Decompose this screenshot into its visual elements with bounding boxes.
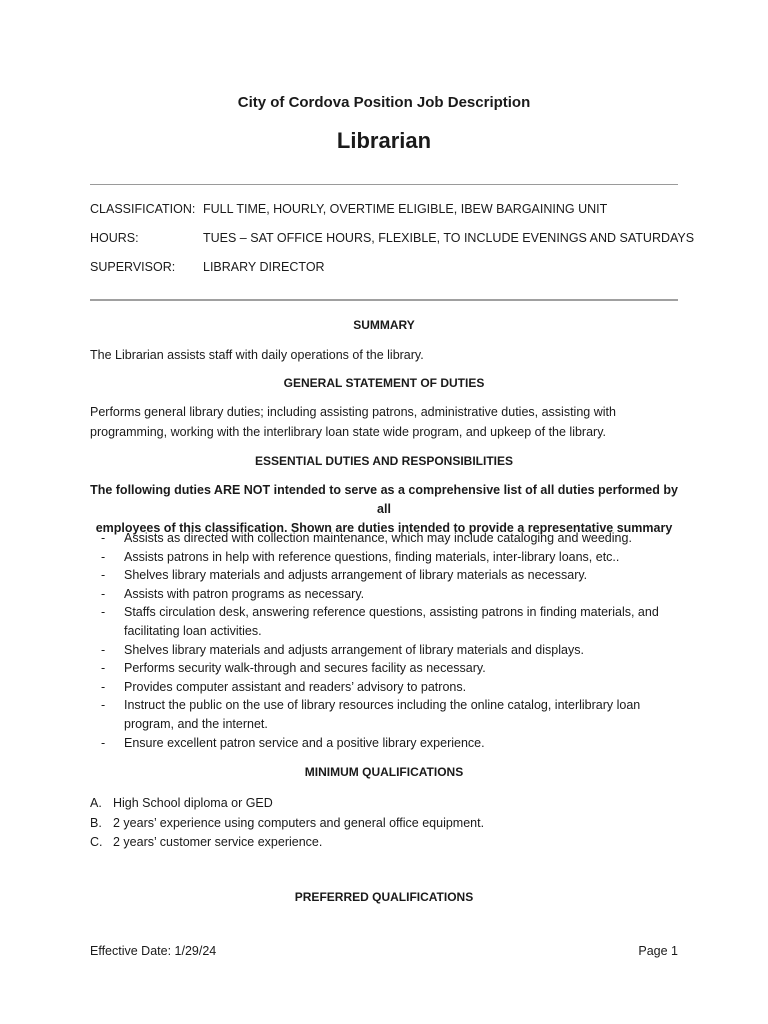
minimum-qualifications-heading: MINIMUM QUALIFICATIONS (304, 765, 464, 779)
duty-text: Assists patrons in help with reference questions, finding materials, inter-library loans, etc.. (124, 549, 620, 564)
preferred-qualifications-heading: PREFERRED QUALIFICATIONS (294, 890, 474, 904)
intro-line: The following duties ARE NOT intended to serve as a comprehensive list of all duties performed by all (90, 483, 678, 516)
general-duties-line: programming, working with the interlibrary loan state wide program, and upkeep of the library. (90, 425, 606, 439)
bullet-dash: - (101, 586, 106, 601)
duty-text: Ensure excellent patron service and a positive library experience. (124, 735, 485, 750)
effective-date: Effective Date: 1/29/24 (90, 944, 217, 958)
list-item (90, 696, 678, 733)
bullet-dash: - (101, 735, 106, 750)
bullet-dash: - (101, 642, 106, 657)
info-label: HOURS: (90, 231, 139, 245)
duty-text: Shelves library materials and adjusts arrangement of library materials as necessary. (124, 568, 588, 583)
info-label: CLASSIFICATION: (90, 202, 196, 216)
list-item (90, 734, 678, 753)
general-duties-text (90, 402, 678, 442)
list-item (90, 641, 678, 660)
bullet-dash: - (101, 661, 106, 676)
list-item (90, 659, 678, 678)
list-item (90, 585, 678, 604)
info-value: TUES – SAT OFFICE HOURS, FLEXIBLE, TO INCLUDE EVENINGS AND SATURDAYS (203, 231, 695, 245)
duty-text: Provides computer assistant and readers’ advisory to patrons. (124, 679, 467, 694)
duty-text: Instruct the public on the use of library resources including the online catalog, interlibrary loan program, and the internet. (124, 698, 641, 731)
bullet-dash: - (101, 568, 106, 583)
intro-line: employees of this classification. Shown are duties intended to provide a representative summary (95, 521, 673, 535)
job-title: Librarian (336, 128, 432, 153)
list-item (90, 548, 678, 567)
qualification-text: 2 years’ experience using computers and general office equipment. (113, 815, 485, 830)
list-item (90, 833, 678, 853)
bullet-dash: - (101, 549, 106, 564)
bullet-dash: - (101, 605, 106, 620)
list-item (90, 814, 678, 834)
info-label: SUPERVISOR: (90, 260, 176, 274)
info-value: FULL TIME, HOURLY, OVERTIME ELIGIBLE, IBEW BARGAINING UNIT (203, 202, 608, 216)
general-duties-heading: GENERAL STATEMENT OF DUTIES (283, 376, 485, 390)
duty-text: Shelves library materials and adjusts arrangement of library materials and displays. (124, 642, 584, 657)
list-marker: B. (90, 815, 102, 830)
list-item (90, 794, 678, 814)
summary-heading: SUMMARY (353, 318, 415, 332)
essential-duties-heading: ESSENTIAL DUTIES AND RESPONSIBILITIES (254, 454, 514, 468)
duty-text: Performs security walk-through and secures facility as necessary. (124, 661, 486, 676)
qualification-text: High School diploma or GED (113, 796, 273, 810)
duty-text: Assists as directed with collection maintenance, which may include cataloging and weeding. (124, 531, 632, 545)
qualification-text: 2 years’ customer service experience. (113, 835, 323, 849)
document-title: City of Cordova Position Job Description (237, 94, 531, 111)
top-divider (90, 184, 678, 185)
list-item (90, 529, 678, 548)
bullet-dash: - (101, 531, 106, 545)
list-item (90, 566, 678, 585)
duty-text: Assists with patron programs as necessary. (124, 586, 365, 601)
duties-list (90, 529, 678, 752)
list-item (90, 603, 678, 640)
summary-text: The Librarian assists staff with daily operations of the library. (90, 348, 424, 362)
info-value: LIBRARY DIRECTOR (203, 260, 325, 274)
duty-text: Staffs circulation desk, answering reference questions, assisting patrons in finding materials, and facilitating loan activities. (124, 605, 659, 638)
list-marker: C. (90, 835, 103, 849)
qualifications-list (90, 794, 678, 853)
list-marker: A. (90, 796, 102, 810)
bullet-dash: - (101, 698, 106, 713)
document-page (90, 0, 695, 1024)
bottom-divider (90, 299, 678, 301)
general-duties-line: Performs general library duties; including assisting patrons, administrative duties, assisting with (90, 405, 616, 419)
bullet-dash: - (101, 679, 106, 694)
list-item (90, 678, 678, 697)
page-number: Page 1 (638, 944, 678, 958)
